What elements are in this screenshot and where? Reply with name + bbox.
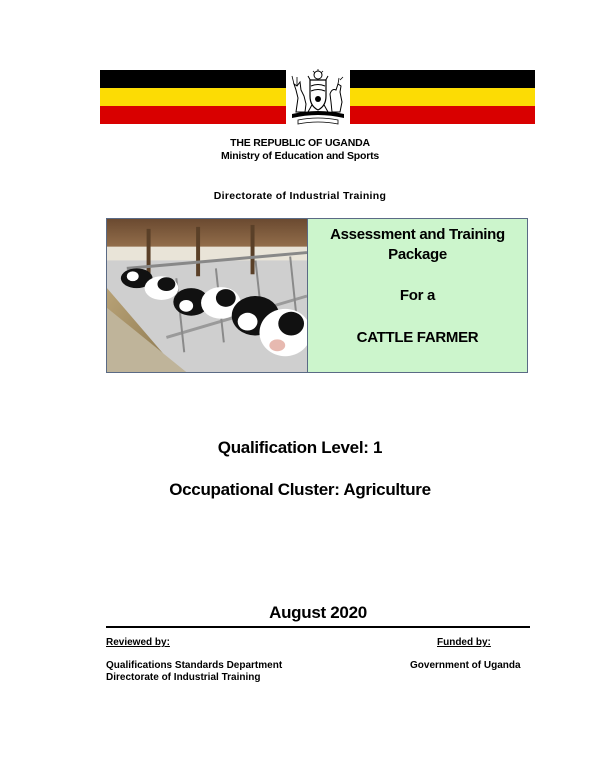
footer-divider	[106, 626, 530, 628]
package-title-box	[307, 218, 528, 373]
package-title: Assessment and Training Package	[330, 226, 505, 263]
republic-title: THE REPUBLIC OF UGANDA	[230, 137, 370, 149]
reviewer-department: Qualifications Standards Department	[106, 660, 283, 671]
funder-name: Government of Uganda	[410, 660, 521, 671]
flag-stripe-yellow	[100, 88, 286, 106]
funded-by-label: Funded by:	[437, 637, 491, 648]
flag-band-right	[350, 70, 535, 124]
occupational-cluster: Occupational Cluster: Agriculture	[169, 480, 431, 499]
flag-stripe-black	[100, 70, 286, 88]
coat-of-arms-icon	[288, 68, 348, 126]
republic-heading	[0, 137, 600, 163]
reviewer-directorate: Directorate of Industrial Training	[106, 672, 261, 683]
flag-stripe-black	[350, 70, 535, 88]
reviewed-by-label: Reviewed by:	[106, 637, 170, 648]
occupation-title: CATTLE FARMER	[356, 329, 479, 346]
flag-stripe-red	[100, 106, 286, 124]
ministry-title: Ministry of Education and Sports	[220, 150, 380, 162]
cattle-barn-photo	[106, 218, 308, 373]
qualification-level: Qualification Level: 1	[217, 438, 383, 457]
flag-band-left	[100, 70, 286, 124]
flag-stripe-red	[350, 106, 535, 124]
publication-date: August 2020	[269, 603, 367, 622]
directorate-title: Directorate of Industrial Training	[213, 190, 387, 202]
flag-stripe-yellow	[350, 88, 535, 106]
package-subtitle: For a	[399, 287, 436, 304]
